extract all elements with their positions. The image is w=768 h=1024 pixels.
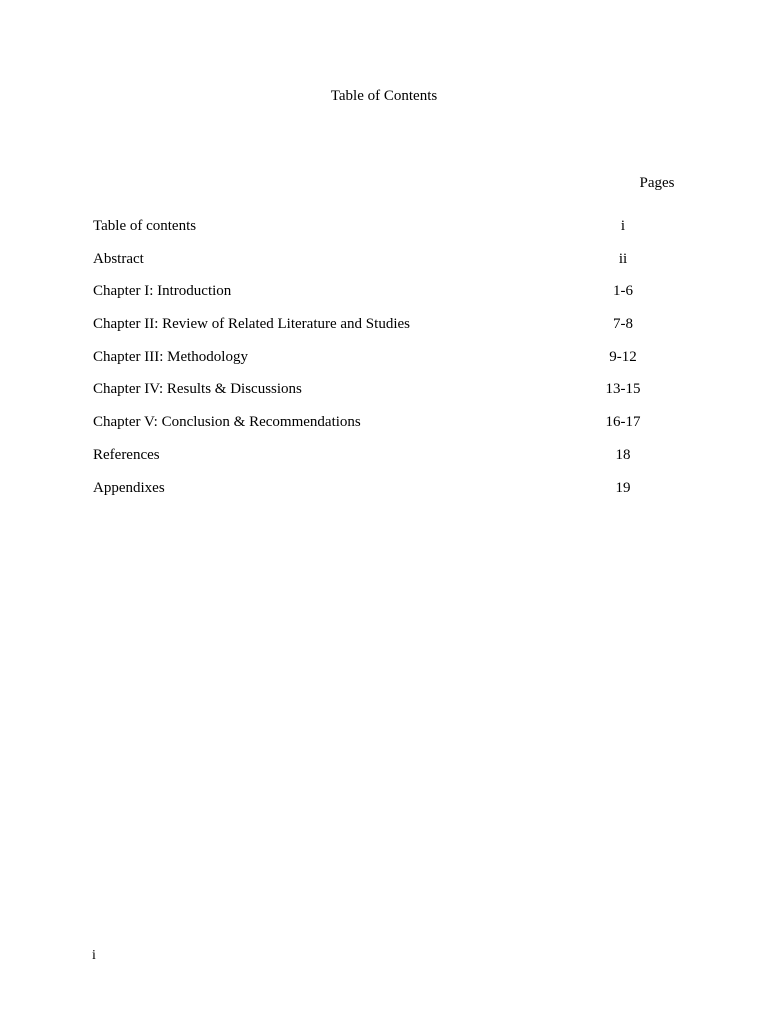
toc-entry — [93, 347, 673, 380]
toc-entry-page: 9-12 — [609, 348, 637, 365]
toc-entry-label: Chapter II: Review of Related Literature and Studies — [93, 316, 410, 333]
toc-entry — [93, 281, 673, 314]
toc-entry-page: 13-15 — [605, 381, 641, 398]
toc-entry — [93, 412, 673, 445]
toc-entry-page: 18 — [615, 446, 631, 463]
toc-entry-page: 16-17 — [605, 414, 641, 431]
pages-column-header: Pages — [639, 175, 675, 191]
toc-entry-label: Chapter III: Methodology — [93, 348, 248, 365]
toc-entry-label: Chapter I: Introduction — [93, 283, 232, 300]
toc-entry-label: Chapter V: Conclusion & Recommendations — [93, 414, 361, 431]
toc-entry-label: Appendixes — [93, 479, 165, 496]
toc-entry — [93, 379, 673, 412]
toc-entry-label: Abstract — [93, 250, 144, 267]
toc-entry-page: 7-8 — [613, 316, 633, 333]
page-title: Table of Contents — [330, 88, 438, 104]
toc-entry-page: 19 — [615, 479, 631, 496]
toc-entry — [93, 478, 673, 511]
toc-entry-page: i — [620, 218, 626, 234]
footer-page-number: i — [92, 948, 96, 963]
toc-entry — [93, 314, 673, 347]
toc-list — [93, 216, 673, 510]
toc-entry-page: 1-6 — [613, 283, 633, 300]
toc-entry — [93, 445, 673, 478]
toc-entry-label: References — [93, 446, 160, 463]
toc-entry-label: Table of contents — [93, 218, 197, 234]
toc-entry-page: ii — [618, 250, 628, 267]
toc-entry-label: Chapter IV: Results & Discussions — [93, 381, 302, 398]
toc-entry — [93, 216, 673, 249]
toc-entry — [93, 249, 673, 282]
